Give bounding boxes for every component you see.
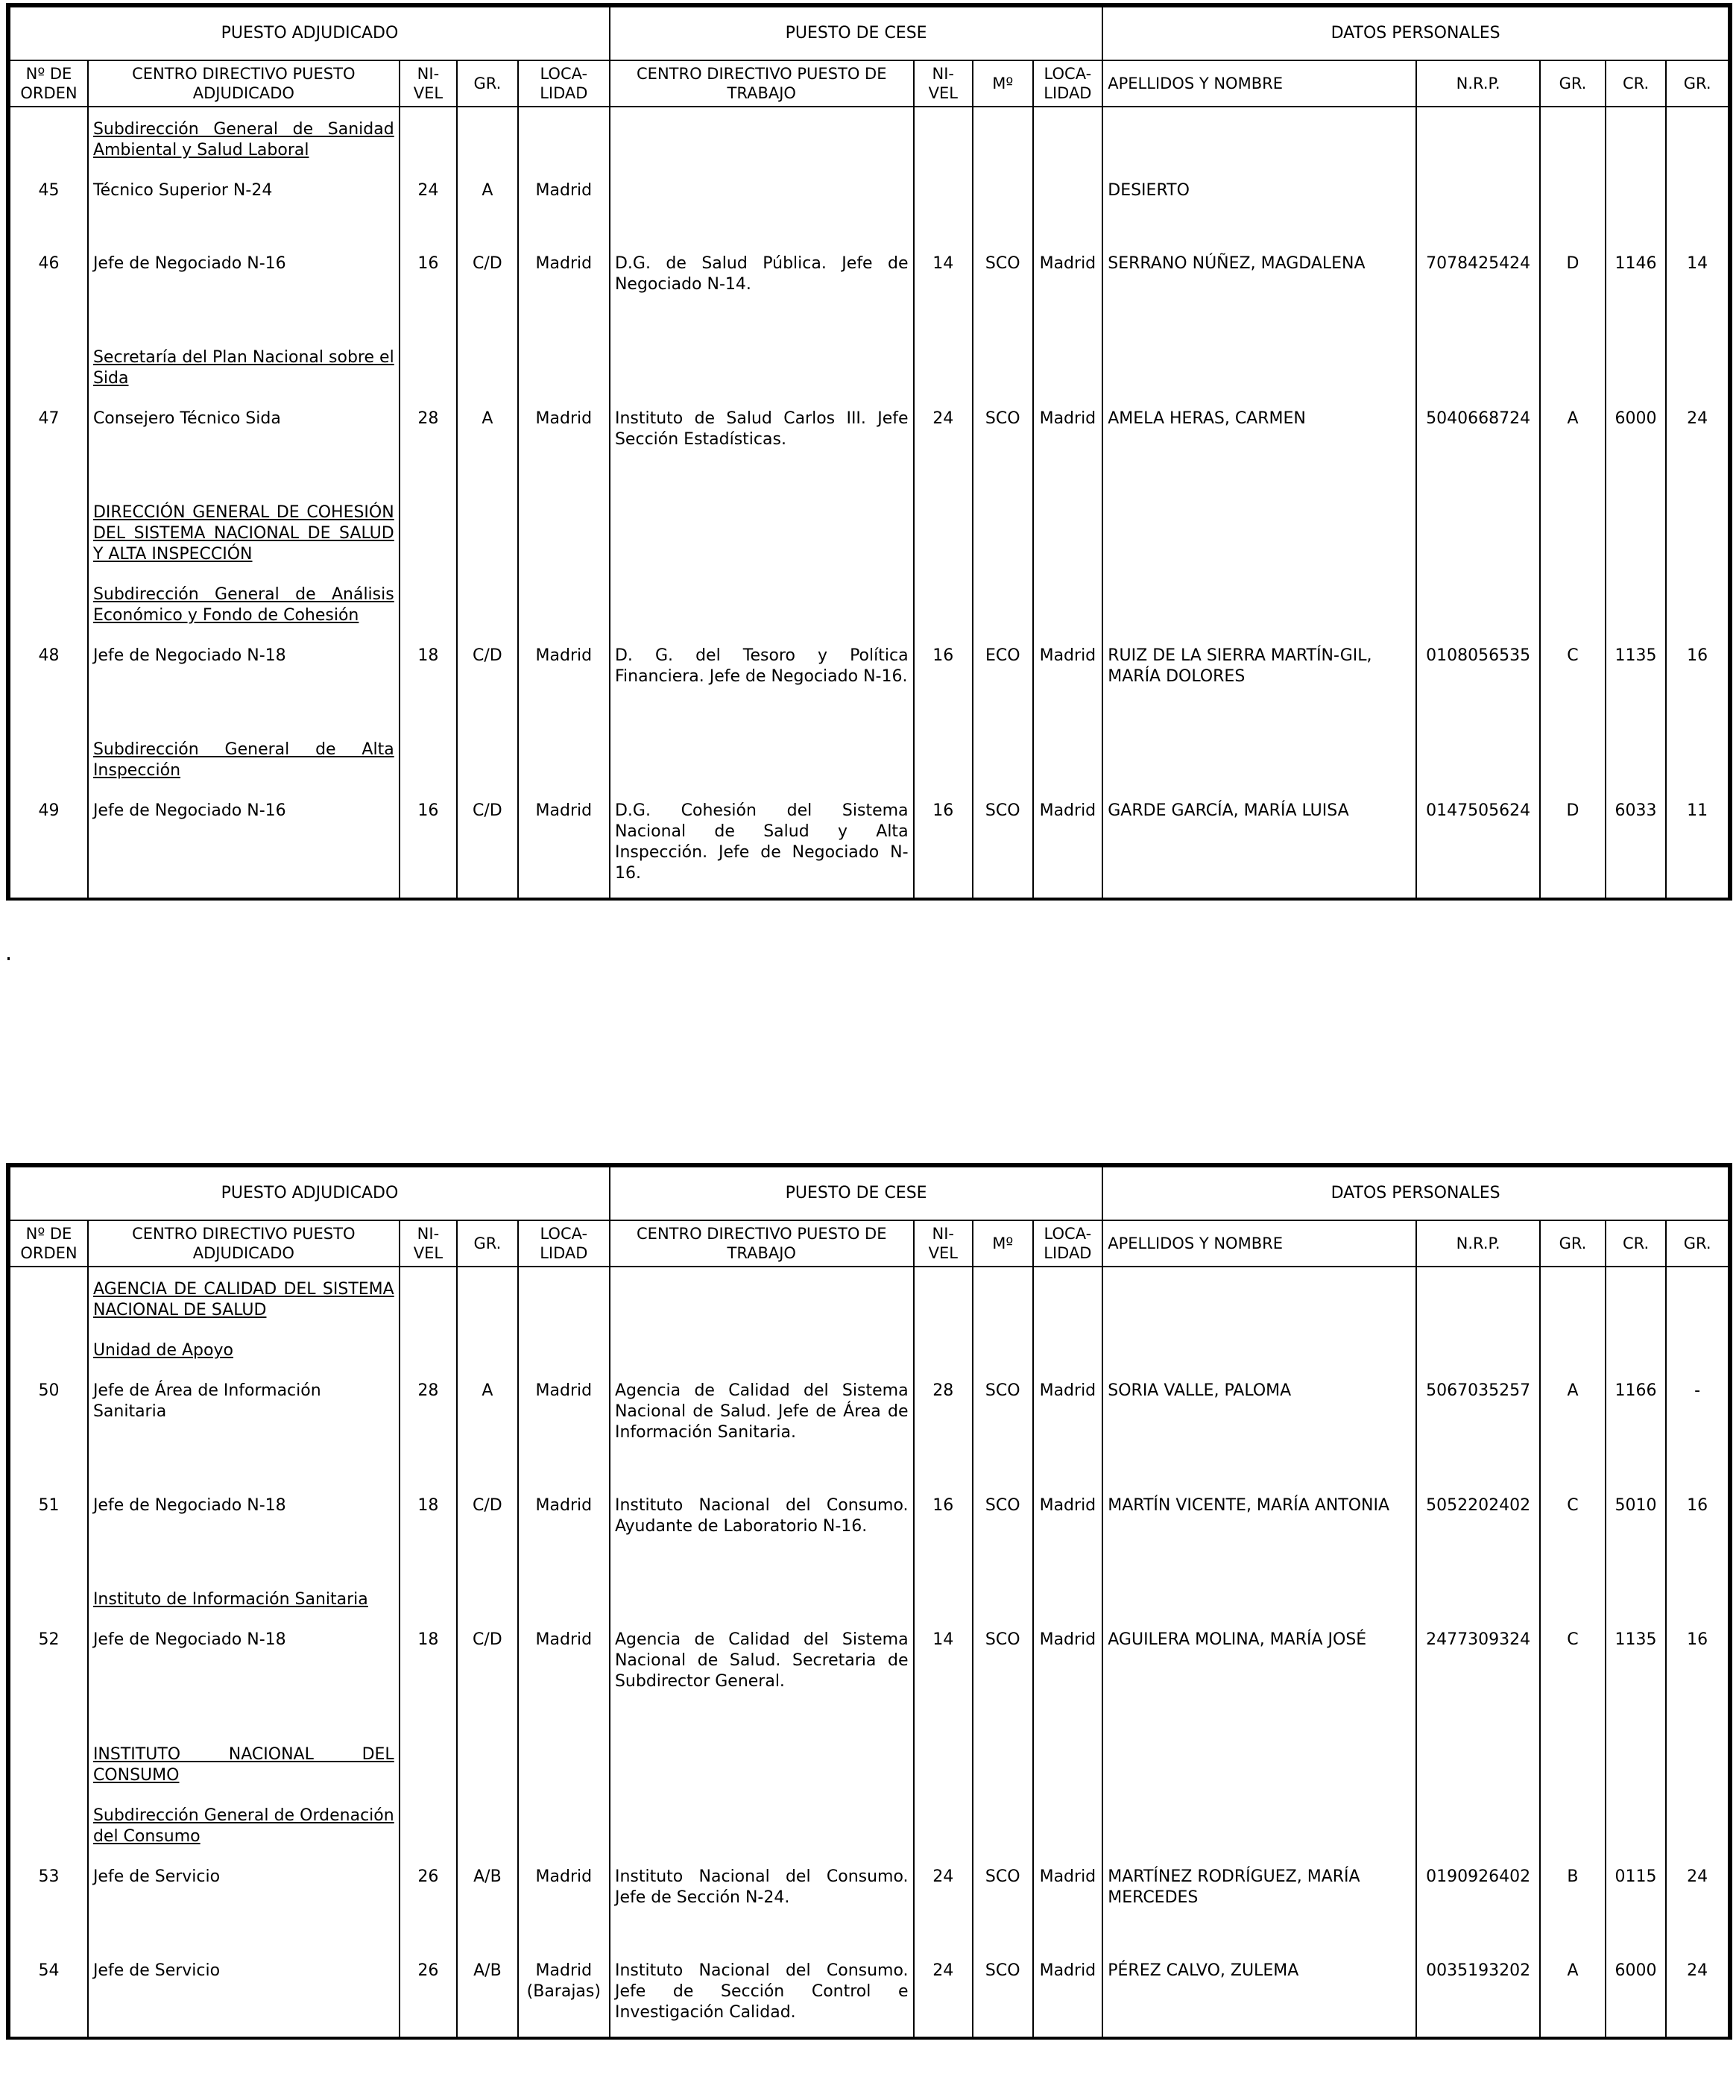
localidad-cell: Madrid <box>518 801 610 884</box>
nivel-cese-cell: 24 <box>914 1867 973 1908</box>
localidad-cell: Madrid <box>518 409 610 450</box>
gr-personal-cell: C <box>1540 1495 1606 1537</box>
gr-final-cell: 14 <box>1666 253 1729 295</box>
nrp-cell: 7078425424 <box>1416 253 1540 295</box>
section-heading: Subdirección General de Ordenación del Consumo <box>92 1806 394 1846</box>
group-header-datos: DATOS PERSONALES <box>1102 1167 1729 1220</box>
table-row <box>10 1381 1729 1443</box>
centro-cese-cell: D.G. Cohesión del Sistema Nacional de Salud y Alta Inspección. Jefe de Negociado N-16. <box>610 801 914 884</box>
section-heading: Subdirección General de Análisis Económico y Fondo de Cohesión <box>92 585 394 625</box>
spacer-row <box>10 1908 1729 1961</box>
gr-personal-cell: C <box>1540 1630 1606 1692</box>
col-nrp: N.R.P. <box>1416 60 1540 107</box>
spacer-row <box>10 295 1729 347</box>
section-heading: Instituto de Información Sanitaria <box>92 1590 368 1609</box>
table-row <box>10 180 1729 201</box>
nivel-cell: 26 <box>400 1961 457 2023</box>
section-heading-row <box>10 740 1729 801</box>
cr-cell: 1146 <box>1606 253 1667 295</box>
puesto-adjudicado-cell: Jefe de Negociado N-18 <box>88 1495 400 1537</box>
nivel-cese-cell: 16 <box>914 1495 973 1537</box>
nrp-cell: 0190926402 <box>1416 1867 1540 1908</box>
puesto-adjudicado-cell: Jefe de Área de Información Sanitaria <box>88 1381 400 1443</box>
col-gr: GR. <box>457 1220 518 1267</box>
nivel-cese-cell: 14 <box>914 1630 973 1692</box>
table-2-body <box>10 1267 1729 2037</box>
group-header-adjudicado: PUESTO ADJUDICADO <box>10 7 610 60</box>
centro-cese-cell: D. G. del Tesoro y Política Financiera. Jefe de Negociado N-16. <box>610 646 914 687</box>
orden-cell: 50 <box>10 1381 88 1443</box>
col-apellidos: APELLIDOS Y NOMBRE <box>1102 1220 1416 1267</box>
gr-cell: C/D <box>457 1495 518 1537</box>
orden-cell: 54 <box>10 1961 88 2023</box>
nivel-cese-cell: 14 <box>914 253 973 295</box>
page-mark <box>7 957 10 960</box>
group-header-cese: PUESTO DE CESE <box>610 1167 1102 1220</box>
localidad-cell: Madrid <box>518 646 610 687</box>
gr-cell: A/B <box>457 1961 518 2023</box>
col-cr: CR. <box>1606 60 1667 107</box>
col-nivel: NI-VEL <box>400 60 457 107</box>
col-nivel-cese: NI-VEL <box>914 1220 973 1267</box>
gr-cell: C/D <box>457 801 518 884</box>
gr-final-cell: 11 <box>1666 801 1729 884</box>
nivel-cese-cell: 16 <box>914 646 973 687</box>
localidad-cese-cell: Madrid <box>1033 1961 1103 2023</box>
localidad-cese-cell: Madrid <box>1033 646 1103 687</box>
section-heading-row <box>10 1279 1729 1381</box>
gr-personal-cell: A <box>1540 1961 1606 2023</box>
nrp-cell: 0035193202 <box>1416 1961 1540 2023</box>
ministerio-cell: ECO <box>973 646 1032 687</box>
nivel-cell: 28 <box>400 409 457 450</box>
group-header-datos: DATOS PERSONALES <box>1102 7 1729 60</box>
gr-personal-cell: C <box>1540 646 1606 687</box>
gr-cell: C/D <box>457 253 518 295</box>
table-row <box>10 1867 1729 1908</box>
ministerio-cell: SCO <box>973 1867 1032 1908</box>
gr-final-cell: 16 <box>1666 646 1729 687</box>
localidad-cese-cell: Madrid <box>1033 1495 1103 1537</box>
puesto-adjudicado-cell: Jefe de Negociado N-18 <box>88 1630 400 1692</box>
gr-cell: C/D <box>457 646 518 687</box>
nivel-cell: 24 <box>400 180 457 201</box>
cr-cell: 0115 <box>1606 1867 1667 1908</box>
gr-personal-cell <box>1540 180 1606 201</box>
section-heading: Subdirección General de Sanidad Ambiental y Salud Laboral <box>92 120 394 160</box>
gr-final-cell: 24 <box>1666 1867 1729 1908</box>
col-ministerio: Mº <box>973 60 1032 107</box>
col-gr-personal: GR. <box>1540 60 1606 107</box>
table-row <box>10 1630 1729 1692</box>
table-1 <box>6 3 1732 901</box>
section-heading-row <box>10 119 1729 180</box>
apellidos-nombre-cell: SORIA VALLE, PALOMA <box>1102 1381 1416 1443</box>
nivel-cell: 18 <box>400 1630 457 1692</box>
localidad-cese-cell: Madrid <box>1033 1867 1103 1908</box>
centro-cese-cell: Instituto Nacional del Consumo. Jefe de Sección Control e Investigación Calidad. <box>610 1961 914 2023</box>
section-heading: Unidad de Apoyo <box>92 1341 233 1360</box>
localidad-cell: Madrid <box>518 1381 610 1443</box>
cr-cell: 6000 <box>1606 409 1667 450</box>
spacer-row <box>10 687 1729 740</box>
ministerio-cell: SCO <box>973 1381 1032 1443</box>
ministerio-cell: SCO <box>973 1630 1032 1692</box>
apellidos-nombre-cell: SERRANO NÚÑEZ, MAGDALENA <box>1102 253 1416 295</box>
puesto-adjudicado-cell: Jefe de Negociado N-16 <box>88 253 400 295</box>
localidad-cese-cell: Madrid <box>1033 409 1103 450</box>
spacer-row <box>10 1537 1729 1589</box>
nivel-cell: 28 <box>400 1381 457 1443</box>
section-heading: AGENCIA DE CALIDAD DEL SISTEMA NACIONAL DE SALUD <box>92 1280 394 1319</box>
nrp-cell: 5052202402 <box>1416 1495 1540 1537</box>
orden-cell: 52 <box>10 1630 88 1692</box>
col-nivel-cese: NI-VEL <box>914 60 973 107</box>
nivel-cell: 16 <box>400 253 457 295</box>
orden-cell: 48 <box>10 646 88 687</box>
section-heading-row <box>10 1589 1729 1630</box>
table-row <box>10 646 1729 687</box>
cr-cell <box>1606 180 1667 201</box>
section-heading: Subdirección General de Alta Inspección <box>92 740 394 780</box>
col-centro-adjudicado: CENTRO DIRECTIVO PUESTO ADJUDICADO <box>88 60 400 107</box>
orden-cell: 49 <box>10 801 88 884</box>
localidad-cese-cell: Madrid <box>1033 253 1103 295</box>
localidad-cell: Madrid <box>518 1495 610 1537</box>
col-localidad-cese: LOCA-LIDAD <box>1033 60 1103 107</box>
col-gr-personal: GR. <box>1540 1220 1606 1267</box>
centro-cese-cell: Instituto de Salud Carlos III. Jefe Sección Estadísticas. <box>610 409 914 450</box>
orden-cell: 47 <box>10 409 88 450</box>
localidad-cese-cell: Madrid <box>1033 1630 1103 1692</box>
table-row <box>10 1495 1729 1537</box>
gr-cell: A <box>457 1381 518 1443</box>
col-localidad: LOCA-LIDAD <box>518 60 610 107</box>
orden-cell: 45 <box>10 180 88 201</box>
col-orden: Nº DE ORDEN <box>10 60 88 107</box>
nrp-cell: 2477309324 <box>1416 1630 1540 1692</box>
nrp-cell <box>1416 180 1540 201</box>
gr-final-cell: 16 <box>1666 1495 1729 1537</box>
nivel-cese-cell <box>914 180 973 201</box>
nrp-cell: 5067035257 <box>1416 1381 1540 1443</box>
centro-cese-cell: Instituto Nacional del Consumo. Jefe de Sección N-24. <box>610 1867 914 1908</box>
spacer-row <box>10 201 1729 253</box>
apellidos-nombre-cell: AMELA HERAS, CARMEN <box>1102 409 1416 450</box>
gr-personal-cell: D <box>1540 801 1606 884</box>
nivel-cese-cell: 24 <box>914 409 973 450</box>
col-apellidos: APELLIDOS Y NOMBRE <box>1102 60 1416 107</box>
gr-personal-cell: D <box>1540 253 1606 295</box>
apellidos-nombre-cell: MARTÍNEZ RODRÍGUEZ, MARÍA MERCEDES <box>1102 1867 1416 1908</box>
table-row <box>10 801 1729 884</box>
nivel-cese-cell: 16 <box>914 801 973 884</box>
spacer-row <box>10 107 1729 119</box>
spacer-row <box>10 1692 1729 1744</box>
nrp-cell: 0108056535 <box>1416 646 1540 687</box>
ministerio-cell <box>973 180 1032 201</box>
col-centro-adjudicado: CENTRO DIRECTIVO PUESTO ADJUDICADO <box>88 1220 400 1267</box>
table-2 <box>6 1163 1732 2040</box>
centro-cese-cell <box>610 180 914 201</box>
col-nrp: N.R.P. <box>1416 1220 1540 1267</box>
section-heading: DIRECCIÓN GENERAL DE COHESIÓN DEL SISTEMA NACIONAL DE SALUD Y ALTA INSPECCIÓN <box>92 503 394 564</box>
table-row <box>10 1961 1729 2023</box>
table-row <box>10 253 1729 295</box>
section-heading: Secretaría del Plan Nacional sobre el Sida <box>92 348 394 388</box>
cr-cell: 1135 <box>1606 1630 1667 1692</box>
gr-final-cell: 24 <box>1666 1961 1729 2023</box>
col-localidad-cese: LOCA-LIDAD <box>1033 1220 1103 1267</box>
localidad-cell: Madrid (Barajas) <box>518 1961 610 2023</box>
apellidos-nombre-cell: AGUILERA MOLINA, MARÍA JOSÉ <box>1102 1630 1416 1692</box>
col-centro-cese: CENTRO DIRECTIVO PUESTO DE TRABAJO <box>610 1220 914 1267</box>
puesto-adjudicado-cell: Jefe de Negociado N-16 <box>88 801 400 884</box>
centro-cese-cell: Agencia de Calidad del Sistema Nacional de Salud. Secretaria de Subdirector General. <box>610 1630 914 1692</box>
spacer-row <box>10 1267 1729 1279</box>
localidad-cell: Madrid <box>518 253 610 295</box>
col-orden: Nº DE ORDEN <box>10 1220 88 1267</box>
nrp-cell: 0147505624 <box>1416 801 1540 884</box>
apellidos-nombre-cell: PÉREZ CALVO, ZULEMA <box>1102 1961 1416 2023</box>
gr-personal-cell: B <box>1540 1867 1606 1908</box>
localidad-cell: Madrid <box>518 1867 610 1908</box>
cr-cell: 1166 <box>1606 1381 1667 1443</box>
cr-cell: 1135 <box>1606 646 1667 687</box>
localidad-cell: Madrid <box>518 1630 610 1692</box>
col-nivel: NI-VEL <box>400 1220 457 1267</box>
gr-final-cell: 24 <box>1666 409 1729 450</box>
cr-cell: 6000 <box>1606 1961 1667 2023</box>
puesto-adjudicado-cell: Técnico Superior N-24 <box>88 180 400 201</box>
centro-cese-cell: Instituto Nacional del Consumo. Ayudante de Laboratorio N-16. <box>610 1495 914 1537</box>
gr-cell: A <box>457 180 518 201</box>
nivel-cese-cell: 28 <box>914 1381 973 1443</box>
ministerio-cell: SCO <box>973 801 1032 884</box>
section-heading-row <box>10 1744 1729 1867</box>
gr-cell: C/D <box>457 1630 518 1692</box>
orden-cell: 51 <box>10 1495 88 1537</box>
gr-final-cell <box>1666 180 1729 201</box>
localidad-cese-cell: Madrid <box>1033 1381 1103 1443</box>
puesto-adjudicado-cell: Jefe de Servicio <box>88 1961 400 2023</box>
nivel-cese-cell: 24 <box>914 1961 973 2023</box>
puesto-adjudicado-cell: Consejero Técnico Sida <box>88 409 400 450</box>
spacer-row <box>10 1443 1729 1495</box>
table-1-body <box>10 107 1729 898</box>
ministerio-cell: SCO <box>973 409 1032 450</box>
ministerio-cell: SCO <box>973 1495 1032 1537</box>
table-row <box>10 409 1729 450</box>
spacer-row <box>10 450 1729 502</box>
gr-personal-cell: A <box>1540 409 1606 450</box>
cr-cell: 6033 <box>1606 801 1667 884</box>
apellidos-nombre-cell: GARDE GARCÍA, MARÍA LUISA <box>1102 801 1416 884</box>
gr-cell: A/B <box>457 1867 518 1908</box>
apellidos-nombre-cell: RUIZ DE LA SIERRA MARTÍN-GIL, MARÍA DOLORES <box>1102 646 1416 687</box>
nivel-cell: 18 <box>400 1495 457 1537</box>
col-centro-cese: CENTRO DIRECTIVO PUESTO DE TRABAJO <box>610 60 914 107</box>
nrp-cell: 5040668724 <box>1416 409 1540 450</box>
localidad-cese-cell: Madrid <box>1033 801 1103 884</box>
col-gr-final: GR. <box>1666 1220 1729 1267</box>
section-heading-row <box>10 347 1729 409</box>
ministerio-cell: SCO <box>973 1961 1032 2023</box>
col-cr: CR. <box>1606 1220 1667 1267</box>
group-header-adjudicado: PUESTO ADJUDICADO <box>10 1167 610 1220</box>
apellidos-nombre-cell: DESIERTO <box>1102 180 1416 201</box>
gr-final-cell: 16 <box>1666 1630 1729 1692</box>
orden-cell: 46 <box>10 253 88 295</box>
localidad-cell: Madrid <box>518 180 610 201</box>
section-heading: INSTITUTO NACIONAL DEL CONSUMO <box>92 1745 394 1785</box>
centro-cese-cell: Agencia de Calidad del Sistema Nacional de Salud. Jefe de Área de Información Sanitaria. <box>610 1381 914 1443</box>
spacer-row <box>10 2023 1729 2037</box>
orden-cell: 53 <box>10 1867 88 1908</box>
apellidos-nombre-cell: MARTÍN VICENTE, MARÍA ANTONIA <box>1102 1495 1416 1537</box>
ministerio-cell: SCO <box>973 253 1032 295</box>
nivel-cell: 16 <box>400 801 457 884</box>
col-gr-final: GR. <box>1666 60 1729 107</box>
puesto-adjudicado-cell: Jefe de Servicio <box>88 1867 400 1908</box>
spacer-row <box>10 884 1729 898</box>
group-header-cese: PUESTO DE CESE <box>610 7 1102 60</box>
nivel-cell: 26 <box>400 1867 457 1908</box>
cr-cell: 5010 <box>1606 1495 1667 1537</box>
centro-cese-cell: D.G. de Salud Pública. Jefe de Negociado N-14. <box>610 253 914 295</box>
localidad-cese-cell <box>1033 180 1103 201</box>
puesto-adjudicado-cell: Jefe de Negociado N-18 <box>88 646 400 687</box>
assignments-table-1 <box>9 6 1729 898</box>
section-heading-row <box>10 502 1729 646</box>
gr-personal-cell: A <box>1540 1381 1606 1443</box>
assignments-table-2 <box>9 1166 1729 2037</box>
gr-cell: A <box>457 409 518 450</box>
col-gr: GR. <box>457 60 518 107</box>
col-ministerio: Mº <box>973 1220 1032 1267</box>
gr-final-cell: - <box>1666 1381 1729 1443</box>
nivel-cell: 18 <box>400 646 457 687</box>
col-localidad: LOCA-LIDAD <box>518 1220 610 1267</box>
